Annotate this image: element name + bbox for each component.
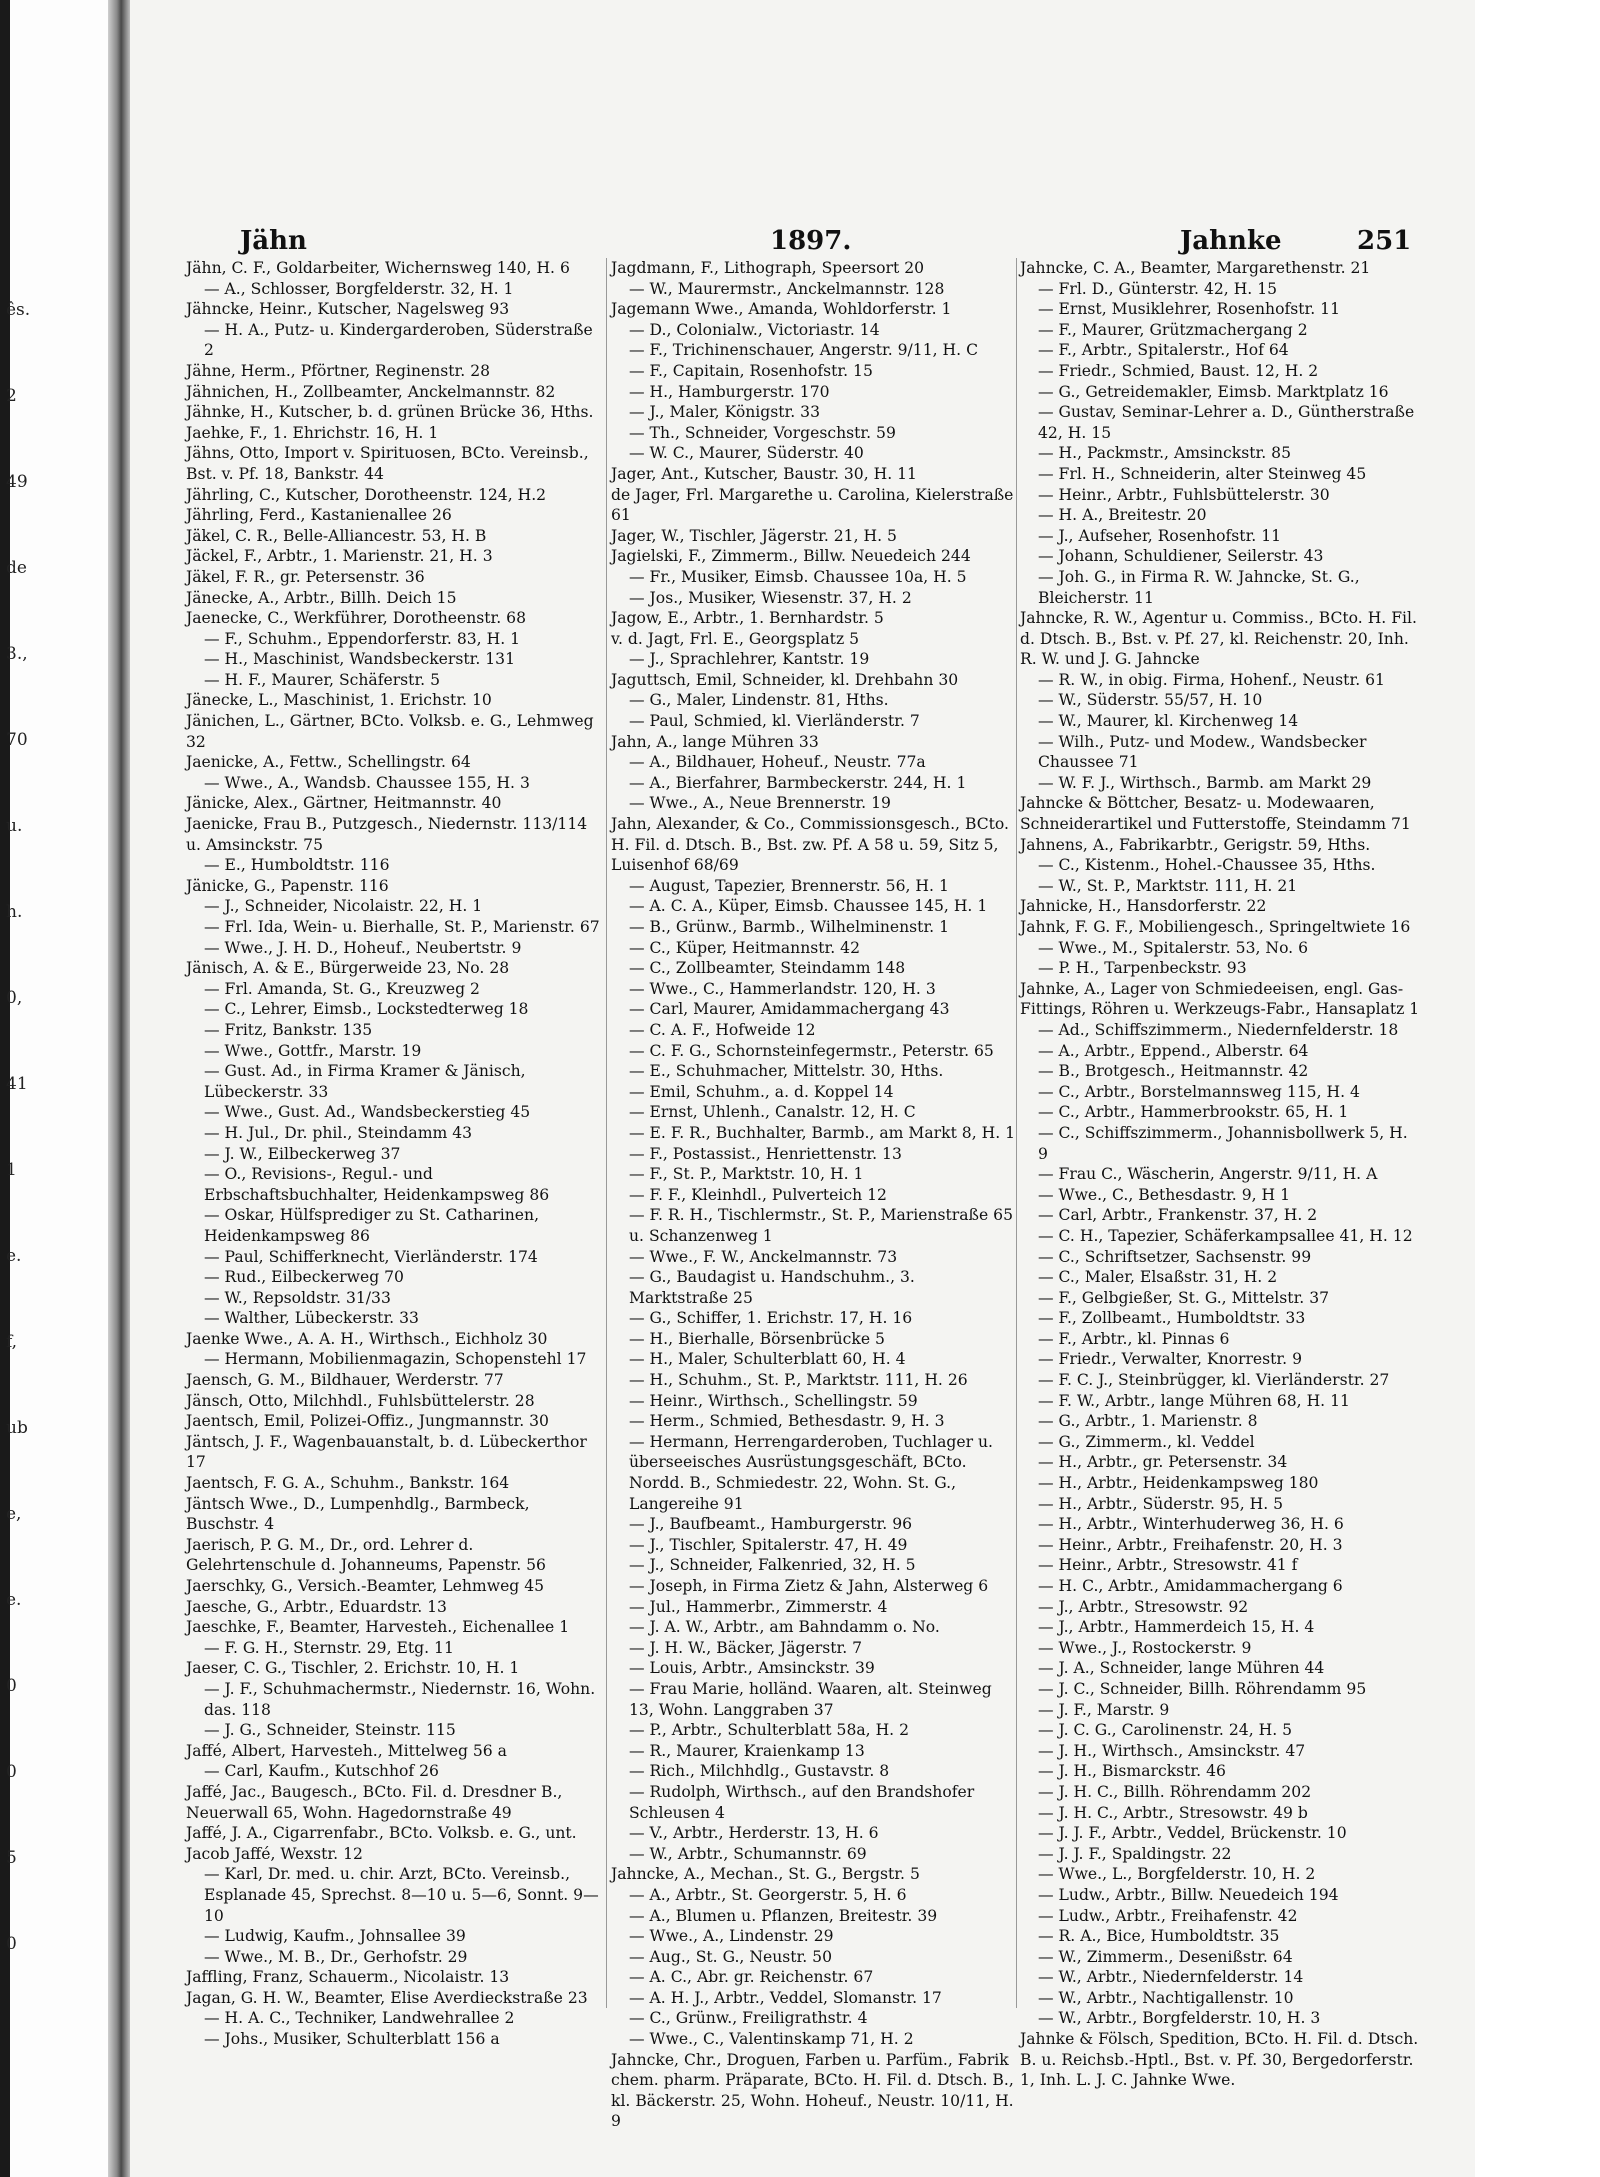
column-rule	[606, 258, 607, 2008]
directory-entry: — A. C. A., Küper, Eimsb. Chaussee 145, H. 1	[629, 897, 988, 916]
directory-entry: de Jager, Frl. Margarethe u. Carolina, Kielerstraße 61	[611, 485, 1014, 525]
margin-fragment: 0	[6, 1934, 17, 1954]
directory-entry: Jahncke, C. A., Beamter, Margarethenstr. 21	[1020, 259, 1371, 277]
directory-entry: — Wwe., J. H. D., Hoheuf., Neubertstr. 9	[204, 938, 522, 957]
header-left-keyword: Jähn	[240, 226, 307, 256]
margin-fragment: h.	[6, 902, 23, 922]
directory-entry: Jaesche, G., Arbtr., Eduardstr. 13	[186, 1597, 447, 1616]
directory-entry: — Gustav, Seminar-Lehrer a. D., Güntherstraße 42, H. 15	[1038, 403, 1415, 442]
directory-entry: — J. J. F., Spaldingstr. 22	[1038, 1844, 1232, 1863]
directory-entry: — Heinr., Arbtr., Stresowstr. 41 f	[1038, 1556, 1298, 1575]
column-rule	[1016, 258, 1017, 2008]
directory-entry: Jahnens, A., Fabrikarbtr., Gerigstr. 59, Hths.	[1020, 835, 1371, 854]
directory-entry: Jänichen, L., Gärtner, BCto. Volksb. e. G., Lehmweg 32	[186, 712, 594, 751]
page-number: 251	[1357, 226, 1412, 256]
directory-entry: — J. H. C., Billh. Röhrendamm 202	[1038, 1782, 1312, 1801]
directory-entry: — W., Maurermstr., Anckelmannstr. 128	[629, 279, 945, 298]
directory-entry: — V., Arbtr., Herderstr. 13, H. 6	[629, 1824, 879, 1843]
directory-entry: Jänecke, A., Arbtr., Billh. Deich 15	[186, 588, 457, 607]
directory-entry: — B., Brotgesch., Heitmannstr. 42	[1038, 1062, 1309, 1081]
directory-entry: — Wwe., A., Wandsb. Chaussee 155, H. 3	[204, 773, 530, 792]
directory-entry: — Frau C., Wäscherin, Angerstr. 9/11, H. A	[1038, 1165, 1378, 1184]
margin-fragment: f,	[6, 1332, 18, 1352]
directory-entry: — J. H., Bismarckstr. 46	[1038, 1762, 1226, 1781]
directory-entry: — Louis, Arbtr., Amsinckstr. 39	[629, 1659, 875, 1678]
directory-entry: Jährling, Ferd., Kastanienallee 26	[186, 506, 452, 525]
directory-entry: Jährling, C., Kutscher, Dorotheenstr. 124, H.2	[186, 485, 547, 504]
directory-entry: — W., Arbtr., Schumannstr. 69	[629, 1844, 867, 1863]
directory-entry: — Johann, Schuldiener, Seilerstr. 43	[1038, 547, 1324, 566]
directory-entry: Jähncke, Heinr., Kutscher, Nagelsweg 93	[186, 300, 510, 319]
directory-entry: — Wwe., M. B., Dr., Gerhofstr. 29	[204, 1947, 468, 1966]
directory-entry: — H. F., Maurer, Schäferstr. 5	[204, 670, 441, 689]
directory-entry: Jager, Ant., Kutscher, Baustr. 30, H. 11	[611, 464, 917, 483]
directory-entry: — A., Arbtr., Eppend., Alberstr. 64	[1038, 1041, 1309, 1060]
directory-entry: — J., Baufbeamt., Hamburgerstr. 96	[629, 1515, 913, 1534]
directory-entry: — Wwe., J., Rostockerstr. 9	[1038, 1638, 1252, 1657]
directory-entry: — Frl. Ida, Wein- u. Bierhalle, St. P., Marienstr. 67	[204, 918, 600, 936]
directory-entry: — Wwe., L., Borgfelderstr. 10, H. 2	[1038, 1865, 1316, 1884]
directory-entry: Jaerisch, P. G. M., Dr., ord. Lehrer d. Gelehrtenschule d. Johanneums, Papenstr. 56	[186, 1535, 546, 1575]
margin-fragment: e.	[6, 1246, 22, 1266]
directory-entry: — Wwe., F. W., Anckelmannstr. 73	[629, 1247, 898, 1266]
directory-entry: — E., Humboldtstr. 116	[204, 856, 390, 875]
directory-entry: — J. C. G., Carolinenstr. 24, H. 5	[1038, 1721, 1293, 1740]
directory-entry: — C., Schiffszimmerm., Johannisbollwerk 5, H. 9	[1038, 1123, 1408, 1163]
directory-entry: — E. F. R., Buchhalter, Barmb., am Markt 8, H. 1	[629, 1123, 1016, 1142]
directory-entry: — C., Kistenm., Hohel.-Chaussee 35, Hths.	[1038, 856, 1376, 875]
directory-entry: — W., St. P., Marktstr. 111, H. 21	[1038, 876, 1298, 895]
directory-entry: — H. Jul., Dr. phil., Steindamm 43	[204, 1123, 473, 1142]
directory-entry: Jäkel, F. R., gr. Petersenstr. 36	[186, 567, 425, 586]
directory-entry: Jahncke, R. W., Agentur u. Commiss., BCto. H. Fil. d. Dtsch. B., Bst. v. Pf. 27, kl. Reichenstr. 20, Inh. R. W. und J. G. Jahncke	[1020, 609, 1417, 669]
directory-entry: Jänsch, Otto, Milchhdl., Fuhlsbüttelerstr. 28	[186, 1391, 535, 1410]
directory-entry: — W. C., Maurer, Süderstr. 40	[629, 444, 864, 463]
directory-entry: — W., Maurer, kl. Kirchenweg 14	[1038, 712, 1299, 731]
directory-entry: — H., Arbtr., Winterhuderweg 36, H. 6	[1038, 1515, 1344, 1534]
directory-entry: — Walther, Lübeckerstr. 33	[204, 1309, 419, 1328]
directory-entry: Jaentsch, F. G. A., Schuhm., Bankstr. 164	[186, 1474, 510, 1493]
directory-entry: — F., Capitain, Rosenhofstr. 15	[629, 361, 873, 380]
directory-entry: — J., Arbtr., Hammerdeich 15, H. 4	[1038, 1618, 1315, 1637]
directory-entry: — H. A., Putz- u. Kindergarderoben, Süderstraße 2	[204, 320, 593, 360]
directory-entry: — Karl, Dr. med. u. chir. Arzt, BCto. Vereinsb., Esplanade 45, Sprechst. 8—10 u. 5—6, Sonnt. 9—10	[204, 1865, 599, 1925]
directory-entry: — J. G., Schneider, Steinstr. 115	[204, 1721, 456, 1740]
directory-entry: — C., Lehrer, Eimsb., Lockstedterweg 18	[204, 1000, 529, 1019]
directory-entry: Jaenecke, C., Werkführer, Dorotheenstr. 68	[186, 609, 527, 628]
directory-entry: — C., Zollbeamter, Steindamm 148	[629, 959, 906, 978]
directory-entry: Jähns, Otto, Import v. Spirituosen, BCto. Vereinsb., Bst. v. Pf. 18, Bankstr. 44	[186, 444, 589, 483]
directory-entry: — J. J. F., Arbtr., Veddel, Brückenstr. 10	[1038, 1824, 1347, 1843]
directory-column-3	[1020, 258, 1420, 2091]
directory-entry: — G., Schiffer, 1. Erichstr. 17, H. 16	[629, 1309, 913, 1328]
directory-entry: Jagemann Wwe., Amanda, Wohldorferstr. 1	[611, 300, 952, 319]
directory-entry: — H., Hamburgerstr. 170	[629, 382, 830, 401]
directory-entry: Jahncke, Chr., Droguen, Farben u. Parfüm., Fabrik chem. pharm. Präparate, BCto. H. Fil. d. Dtsch. B., kl. Bäckerstr. 25, Wohn. Hoheuf., Neustr. 10/11, H. 9	[611, 2050, 1014, 2131]
directory-entry: Jaffé, J. A., Cigarrenfabr., BCto. Volksb. e. G., unt. Jacob Jaffé, Wexstr. 12	[186, 1824, 577, 1863]
directory-entry: — Heinr., Arbtr., Freihafenstr. 20, H. 3	[1038, 1535, 1343, 1554]
directory-entry: — C. H., Tapezier, Schäferkampsallee 41, H. 12	[1038, 1226, 1413, 1245]
directory-entry: — F., Schuhm., Eppendorferstr. 83, H. 1	[204, 629, 521, 648]
directory-entry: — C., Küper, Heitmannstr. 42	[629, 938, 861, 957]
previous-page-edge	[0, 0, 118, 2177]
directory-entry: — H., Maler, Schulterblatt 60, H. 4	[629, 1350, 906, 1369]
directory-entry: — Th., Schneider, Vorgeschstr. 59	[629, 423, 896, 442]
directory-entry: — Wwe., Gust. Ad., Wandsbeckerstieg 45	[204, 1103, 531, 1122]
directory-entry: — Frl. D., Günterstr. 42, H. 15	[1038, 279, 1278, 298]
directory-entry: — F. F., Kleinhdl., Pulverteich 12	[629, 1185, 887, 1204]
directory-entry: Jaeschke, F., Beamter, Harvesteh., Eichenallee 1	[186, 1618, 570, 1637]
margin-fragment: e.	[6, 1590, 22, 1610]
directory-entry: — Frl. Amanda, St. G., Kreuzweg 2	[204, 979, 480, 998]
directory-entry: — Jos., Musiker, Wiesenstr. 37, H. 2	[629, 588, 912, 607]
directory-entry: — G., Getreidemakler, Eimsb. Marktplatz 16	[1038, 382, 1389, 401]
directory-entry: — W., Zimmerm., Desenißstr. 64	[1038, 1947, 1293, 1966]
directory-entry: — W., Arbtr., Borgfelderstr. 10, H. 3	[1038, 2009, 1321, 2028]
directory-entry: — F. W., Arbtr., lange Mühren 68, H. 11	[1038, 1391, 1350, 1410]
directory-entry: — F., Arbtr., Spitalerstr., Hof 64	[1038, 341, 1289, 360]
directory-entry: Jäckel, F., Arbtr., 1. Marienstr. 21, H. 3	[186, 547, 493, 566]
directory-entry: — F., St. P., Marktstr. 10, H. 1	[629, 1165, 864, 1184]
directory-entry: Jaguttsch, Emil, Schneider, kl. Drehbahn 30	[611, 670, 959, 689]
directory-entry: — Rud., Eilbeckerweg 70	[204, 1268, 404, 1287]
directory-entry: — J. F., Schuhmachermstr., Niedernstr. 16, Wohn. das. 118	[204, 1679, 596, 1719]
directory-entry: — Rudolph, Wirthsch., auf den Brandshofer Schleusen 4	[629, 1782, 975, 1822]
directory-entry: — F. R. H., Tischlermstr., St. P., Marienstraße 65 u. Schanzenweg 1	[629, 1206, 1013, 1245]
directory-entry: — O., Revisions-, Regul.- und Erbschaftsbuchhalter, Heidenkampsweg 86	[204, 1165, 550, 1204]
directory-entry: Jahnke, A., Lager von Schmiedeeisen, engl. Gas-Fittings, Röhren u. Werkzeugs-Fabr., Hansaplatz 1	[1020, 979, 1420, 1019]
directory-entry: — J. A., Schneider, lange Mühren 44	[1038, 1659, 1325, 1678]
directory-entry: Jaenicke, Frau B., Putzgesch., Niedernstr. 113/114 u. Amsinckstr. 75	[186, 815, 588, 854]
directory-entry: — A., Blumen u. Pflanzen, Breitestr. 39	[629, 1906, 938, 1925]
directory-entry: — J. A. W., Arbtr., am Bahndamm o. No.	[629, 1618, 940, 1637]
directory-entry: — Fr., Musiker, Eimsb. Chaussee 10a, H. 5	[629, 567, 967, 586]
directory-entry: — Joh. G., in Firma R. W. Jahncke, St. G., Bleicherstr. 11	[1038, 567, 1360, 607]
directory-entry: — Wwe., C., Hammerlandstr. 120, H. 3	[629, 979, 936, 998]
margin-fragment: 41	[6, 1074, 28, 1094]
directory-entry: — Gust. Ad., in Firma Kramer & Jänisch, Lübeckerstr. 33	[204, 1062, 526, 1101]
directory-entry: — G., Zimmerm., kl. Veddel	[1038, 1432, 1255, 1451]
directory-entry: — Heinr., Wirthsch., Schellingstr. 59	[629, 1391, 918, 1410]
directory-entry: — C., Arbtr., Hammerbrookstr. 65, H. 1	[1038, 1103, 1349, 1122]
margin-fragment: 0,	[6, 988, 23, 1008]
directory-entry: Jänisch, A. & E., Bürgerweide 23, No. 28	[186, 959, 510, 978]
directory-entry: Jagow, E., Arbtr., 1. Bernhardstr. 5	[611, 609, 884, 628]
header-year: 1897.	[770, 226, 852, 256]
directory-entry: — A., Bierfahrer, Barmbeckerstr. 244, H. 1	[629, 773, 967, 792]
directory-entry: — R. A., Bice, Humboldtstr. 35	[1038, 1927, 1280, 1946]
directory-entry: — A., Bildhauer, Hoheuf., Neustr. 77a	[629, 753, 926, 772]
directory-entry: Jahn, A., lange Mühren 33	[611, 732, 819, 751]
directory-entry: — G., Maler, Lindenstr. 81, Hths.	[629, 691, 889, 710]
directory-entry: — Friedr., Verwalter, Knorrestr. 9	[1038, 1350, 1302, 1369]
directory-entry: — Ad., Schiffszimmerm., Niedernfelderstr. 18	[1038, 1020, 1399, 1039]
directory-entry: — H., Bierhalle, Börsenbrücke 5	[629, 1329, 885, 1348]
directory-entry: Jähnichen, H., Zollbeamter, Anckelmannstr. 82	[186, 382, 556, 401]
directory-entry: — Johs., Musiker, Schulterblatt 156 a	[204, 2030, 500, 2049]
directory-entry: Jänicke, G., Papenstr. 116	[186, 876, 389, 895]
directory-entry: Jahncke & Böttcher, Besatz- u. Modewaaren, Schneiderartikel und Futterstoffe, Steindamm 71	[1020, 794, 1411, 834]
directory-entry: — Heinr., Arbtr., Fuhlsbüttelerstr. 30	[1038, 485, 1330, 504]
directory-entry: Jänicke, Alex., Gärtner, Heitmannstr. 40	[186, 794, 502, 813]
directory-entry: Jahncke, A., Mechan., St. G., Bergstr. 5	[611, 1865, 920, 1884]
directory-entry: — J. H. C., Arbtr., Stresowstr. 49 b	[1038, 1803, 1308, 1822]
book-gutter	[108, 0, 130, 2177]
directory-entry: Jaentsch, Emil, Polizei-Offiz., Jungmannstr. 30	[186, 1412, 549, 1431]
directory-entry: — Joseph, in Firma Zietz & Jahn, Alsterweg 6	[629, 1577, 989, 1595]
directory-entry: — F. C. J., Steinbrügger, kl. Vierländerstr. 27	[1038, 1371, 1390, 1390]
directory-entry: — E., Schuhmacher, Mittelstr. 30, Hths.	[629, 1062, 944, 1081]
directory-entry: Jahnke & Fölsch, Spedition, BCto. H. Fil. d. Dtsch. B. u. Reichsb.-Hptl., Bst. v. Pf. 30, Bergedorferstr. 1, Inh. L. J. C. Jahnke Wwe.	[1020, 2030, 1419, 2090]
directory-entry: — W., Arbtr., Niedernfelderstr. 14	[1038, 1968, 1304, 1987]
directory-entry: — W., Repsoldstr. 31/33	[204, 1288, 391, 1307]
directory-entry: — F., Postassist., Henriettenstr. 13	[629, 1144, 902, 1163]
directory-entry: — G., Arbtr., 1. Marienstr. 8	[1038, 1412, 1258, 1431]
directory-entry: — Frl. H., Schneiderin, alter Steinweg 45	[1038, 464, 1367, 483]
directory-entry: — Ludw., Arbtr., Freihafenstr. 42	[1038, 1906, 1298, 1925]
directory-entry: — F., Gelbgießer, St. G., Mittelstr. 37	[1038, 1288, 1330, 1307]
directory-entry: — F., Trichinenschauer, Angerstr. 9/11, H. C	[629, 341, 978, 360]
directory-entry: — A. C., Abr. gr. Reichenstr. 67	[629, 1968, 874, 1987]
directory-entry: Jahnicke, H., Hansdorferstr. 22	[1020, 897, 1267, 916]
directory-entry: — A. H. J., Arbtr., Veddel, Slomanstr. 17	[629, 1988, 942, 2007]
right-margin	[1475, 0, 1600, 2177]
directory-entry: Jaenke Wwe., A. A. H., Wirthsch., Eichholz 30	[186, 1329, 548, 1348]
directory-entry: — Oskar, Hülfsprediger zu St. Catharinen, Heidenkampsweg 86	[204, 1206, 540, 1245]
directory-column-1	[186, 258, 604, 2050]
margin-fragment: ês.	[6, 300, 31, 320]
directory-entry: v. d. Jagt, Frl. E., Georgsplatz 5	[611, 629, 860, 648]
margin-fragment: e,	[6, 1504, 22, 1524]
directory-entry: — W. F. J., Wirthsch., Barmb. am Markt 29	[1038, 773, 1372, 792]
directory-entry: Jaerschky, G., Versich.-Beamter, Lehmweg 45	[186, 1577, 545, 1595]
directory-entry: — P., Arbtr., Schulterblatt 58a, H. 2	[629, 1721, 910, 1740]
directory-entry: — A., Schlosser, Borgfelderstr. 32, H. 1	[204, 279, 514, 298]
directory-entry: — Wwe., A., Lindenstr. 29	[629, 1927, 834, 1946]
directory-entry: — Ludwig, Kaufm., Johnsallee 39	[204, 1927, 466, 1946]
directory-entry: Jager, W., Tischler, Jägerstr. 21, H. 5	[611, 526, 897, 545]
directory-entry: — H. C., Arbtr., Amidammachergang 6	[1038, 1577, 1343, 1595]
margin-fragment: 70	[6, 730, 28, 750]
directory-entry: — W., Süderstr. 55/57, H. 10	[1038, 691, 1263, 710]
directory-entry: — Ernst, Musiklehrer, Rosenhofstr. 11	[1038, 300, 1341, 319]
directory-entry: Jagielski, F., Zimmerm., Billw. Neuedeich 244	[611, 547, 971, 566]
directory-entry: Jagan, G. H. W., Beamter, Elise Averdieckstraße 23	[186, 1988, 588, 2007]
directory-entry: Jähnke, H., Kutscher, b. d. grünen Brücke 36, Hths.	[186, 403, 594, 422]
directory-entry: Jaffé, Albert, Harvesteh., Mittelweg 56 a	[186, 1741, 507, 1760]
margin-fragment: 3.,	[6, 644, 28, 664]
directory-entry: Jaehke, F., 1. Ehrichstr. 16, H. 1	[186, 423, 439, 442]
directory-entry: — Ludw., Arbtr., Billw. Neuedeich 194	[1038, 1885, 1339, 1904]
directory-entry: — H., Schuhm., St. P., Marktstr. 111, H. 26	[629, 1371, 968, 1390]
directory-entry: — Wwe., Gottfr., Marstr. 19	[204, 1041, 422, 1060]
directory-entry: Jahn, Alexander, & Co., Commissionsgesch., BCto. H. Fil. d. Dtsch. B., Bst. zw. Pf. A 58 u. 59, Sitz 5, Luisenhof 68/69	[611, 815, 1009, 875]
directory-column-2	[611, 258, 1016, 2132]
directory-entry: Jaffling, Franz, Schauerm., Nicolaistr. 13	[186, 1968, 510, 1987]
directory-entry: Jänecke, L., Maschinist, 1. Erichstr. 10	[186, 691, 492, 710]
directory-entry: Jähne, Herm., Pförtner, Reginenstr. 28	[186, 361, 491, 380]
directory-entry: — B., Grünw., Barmb., Wilhelminenstr. 1	[629, 918, 950, 936]
directory-entry: — J., Aufseher, Rosenhofstr. 11	[1038, 526, 1282, 545]
directory-entry: — Carl, Arbtr., Frankenstr. 37, H. 2	[1038, 1206, 1318, 1225]
header-right-keyword: Jahnke	[1180, 226, 1282, 256]
directory-entry: Jaenicke, A., Fettw., Schellingstr. 64	[186, 753, 471, 772]
directory-entry: — R., Maurer, Kraienkamp 13	[629, 1741, 865, 1760]
directory-entry: — J. C., Schneider, Billh. Röhrendamm 95	[1038, 1679, 1367, 1698]
directory-entry: — Carl, Maurer, Amidammachergang 43	[629, 1000, 950, 1019]
directory-entry: — A., Arbtr., St. Georgerstr. 5, H. 6	[629, 1885, 907, 1904]
margin-fragment: 2	[6, 386, 17, 406]
directory-entry: Jaffé, Jac., Baugesch., BCto. Fil. d. Dresdner B., Neuerwall 65, Wohn. Hagedornstraße 49	[186, 1782, 563, 1822]
directory-entry: — J. W., Eilbeckerweg 37	[204, 1144, 401, 1163]
directory-entry: — Fritz, Bankstr. 135	[204, 1020, 373, 1039]
margin-fragment: u.	[6, 816, 23, 836]
directory-entry: — H., Packmstr., Amsinckstr. 85	[1038, 444, 1291, 463]
directory-entry: — Rich., Milchhdlg., Gustavstr. 8	[629, 1762, 890, 1781]
directory-entry: — August, Tapezier, Brennerstr. 56, H. 1	[629, 876, 949, 895]
directory-entry: — Wwe., M., Spitalerstr. 53, No. 6	[1038, 938, 1309, 957]
directory-entry: — J., Sprachlehrer, Kantstr. 19	[629, 650, 870, 669]
margin-fragment: 49	[6, 472, 28, 492]
margin-fragment: 5	[6, 1848, 17, 1868]
directory-entry: — J. H. W., Bäcker, Jägerstr. 7	[629, 1638, 863, 1657]
directory-entry: — J., Tischler, Spitalerstr. 47, H. 49	[629, 1535, 908, 1554]
directory-entry: — F., Maurer, Grützmachergang 2	[1038, 320, 1308, 339]
directory-entry: — J. F., Marstr. 9	[1038, 1700, 1170, 1719]
directory-entry: — Paul, Schifferknecht, Vierländerstr. 174	[204, 1247, 538, 1266]
directory-entry: — C. A. F., Hofweide 12	[629, 1020, 816, 1039]
margin-fragment: de	[6, 558, 27, 578]
margin-fragment: 1	[6, 1160, 17, 1180]
directory-entry: Jäntsch, J. F., Wagenbauanstalt, b. d. Lübeckerthor 17	[186, 1432, 587, 1472]
directory-entry: — P. H., Tarpenbeckstr. 93	[1038, 959, 1247, 978]
directory-entry: — H. A., Breitestr. 20	[1038, 506, 1207, 525]
directory-entry: — C., Grünw., Freiligrathstr. 4	[629, 2009, 868, 2028]
directory-entry: — J., Maler, Königstr. 33	[629, 403, 820, 422]
directory-entry: Jähn, C. F., Goldarbeiter, Wichernsweg 140, H. 6	[186, 259, 570, 277]
directory-entry: — H., Arbtr., Süderstr. 95, H. 5	[1038, 1494, 1284, 1513]
directory-entry: — Frau Marie, holländ. Waaren, alt. Steinweg 13, Wohn. Langgraben 37	[629, 1679, 992, 1719]
directory-entry: — Herm., Schmied, Bethesdastr. 9, H. 3	[629, 1412, 945, 1431]
directory-entry: — C. F. G., Schornsteinfegermstr., Peterstr. 65	[629, 1041, 994, 1060]
directory-entry: — H., Arbtr., gr. Petersenstr. 34	[1038, 1453, 1288, 1472]
directory-entry: — Hermann, Mobilienmagazin, Schopenstehl 17	[204, 1350, 587, 1369]
directory-entry: — F. G. H., Sternstr. 29, Etg. 11	[204, 1638, 454, 1657]
directory-entry: — Friedr., Schmied, Baust. 12, H. 2	[1038, 361, 1319, 380]
directory-entry: — Hermann, Herrengarderoben, Tuchlager u. überseeisches Ausrüstungsgeschäft, BCto. Nordd. B., Schmiedestr. 22, Wohn. St. G., Langereihe 91	[629, 1432, 994, 1513]
directory-entry: — C., Arbtr., Borstelmannsweg 115, H. 4	[1038, 1082, 1360, 1101]
directory-entry: — Jul., Hammerbr., Zimmerstr. 4	[629, 1597, 888, 1616]
directory-entry: — Wwe., A., Neue Brennerstr. 19	[629, 794, 891, 813]
directory-entry: — F., Zollbeamt., Humboldtstr. 33	[1038, 1309, 1306, 1328]
directory-entry: — C., Schriftsetzer, Sachsenstr. 99	[1038, 1247, 1312, 1266]
directory-entry: — H., Arbtr., Heidenkampsweg 180	[1038, 1474, 1319, 1493]
directory-entry: — R. W., in obig. Firma, Hohenf., Neustr. 61	[1038, 670, 1385, 689]
directory-entry: — Wwe., C., Valentinskamp 71, H. 2	[629, 2030, 914, 2049]
directory-entry: — Wilh., Putz- und Modew., Wandsbecker Chaussee 71	[1038, 732, 1367, 772]
directory-entry: — Carl, Kaufm., Kutschhof 26	[204, 1762, 439, 1781]
directory-entry: Jaensch, G. M., Bildhauer, Werderstr. 77	[186, 1371, 504, 1390]
directory-entry: — Emil, Schuhm., a. d. Koppel 14	[629, 1082, 894, 1101]
directory-entry: Jaeser, C. G., Tischler, 2. Erichstr. 10, H. 1	[186, 1659, 520, 1678]
directory-entry: — Wwe., C., Bethesdastr. 9, H 1	[1038, 1185, 1291, 1204]
margin-fragment: 0	[6, 1762, 17, 1782]
directory-entry: — Aug., St. G., Neustr. 50	[629, 1947, 833, 1966]
directory-entry: — J., Schneider, Falkenried, 32, H. 5	[629, 1556, 916, 1575]
directory-entry: Jahnk, F. G. F., Mobiliengesch., Springeltwiete 16	[1020, 918, 1411, 936]
directory-entry: — H., Maschinist, Wandsbeckerstr. 131	[204, 650, 516, 669]
margin-fragment: 0	[6, 1676, 17, 1696]
directory-entry: — F., Arbtr., kl. Pinnas 6	[1038, 1329, 1230, 1348]
margin-fragment: ub	[6, 1418, 28, 1438]
directory-entry: — D., Colonialw., Victoriastr. 14	[629, 320, 880, 339]
directory-entry: — Paul, Schmied, kl. Vierländerstr. 7	[629, 712, 920, 731]
directory-entry: — W., Arbtr., Nachtigallenstr. 10	[1038, 1988, 1294, 2007]
directory-entry: — C., Maler, Elsaßstr. 31, H. 2	[1038, 1268, 1278, 1287]
directory-entry: — J., Arbtr., Stresowstr. 92	[1038, 1597, 1249, 1616]
directory-entry: — J. H., Wirthsch., Amsinckstr. 47	[1038, 1741, 1306, 1760]
directory-entry: Jäkel, C. R., Belle-Alliancestr. 53, H. B	[186, 526, 487, 545]
directory-entry: — H. A. C., Techniker, Landwehrallee 2	[204, 2009, 515, 2028]
directory-entry: — G., Baudagist u. Handschuhm., 3. Marktstraße 25	[629, 1268, 915, 1307]
directory-entry: Jagdmann, F., Lithograph, Speersort 20	[611, 259, 925, 277]
directory-entry: Jäntsch Wwe., D., Lumpenhdlg., Barmbeck, Buschstr. 4	[186, 1494, 530, 1534]
directory-entry: — Ernst, Uhlenh., Canalstr. 12, H. C	[629, 1103, 916, 1122]
directory-entry: — J., Schneider, Nicolaistr. 22, H. 1	[204, 897, 483, 916]
